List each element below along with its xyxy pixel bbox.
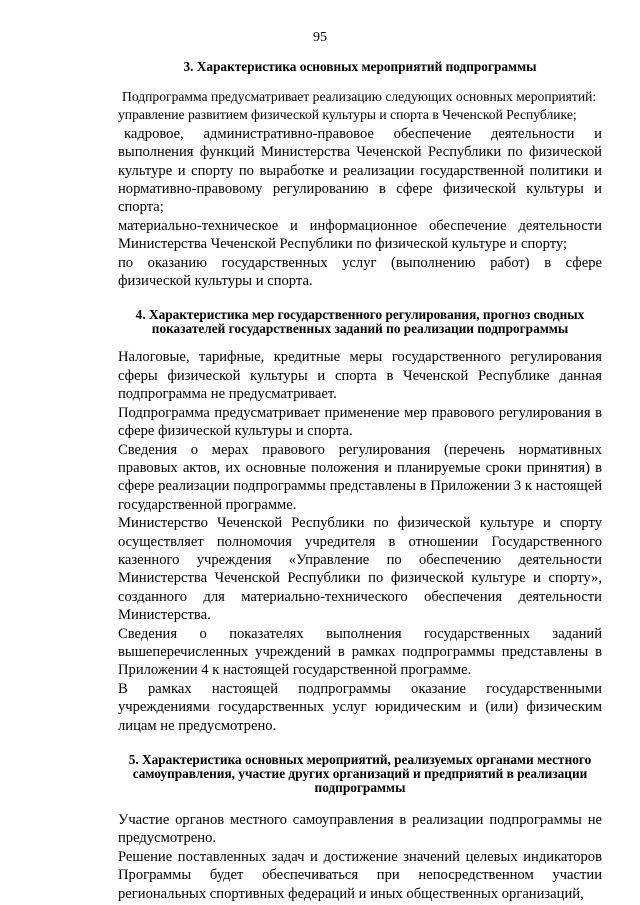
section-4-paragraph: В рамках настоящей подпрограммы оказание государственными учреждениями государственных услуг юридическим и (или) физическим лицам не предусмотрено. [118, 680, 602, 734]
section-3-heading: 3. Характеристика основных мероприятий подпрограммы [183, 59, 537, 74]
section-5-paragraph: Решение поставленных задач и достижение значений целевых индикаторов Программы будет обеспечиваться при непосредственном участии региональных спортивных федераций и иных общественных организаций, [118, 848, 602, 902]
section-3-paragraph: по оказанию государственных услуг (выполнению работ) в сфере физической культуры и спорта. [118, 254, 602, 290]
section-4-paragraph: Подпрограмма предусматривает применение мер правового регулирования в сфере физической культуры и спорта. [118, 404, 602, 440]
section-3-paragraph: Подпрограмма предусматривает реализацию следующих основных мероприятий: [122, 89, 597, 104]
section-4-paragraph: Министерство Чеченской Республики по физической культуре и спорту осуществляет полномочия учредителя в отношении Государственного казенного учреждения «Управление по обеспечению деятельности Министерства Чеченской Республики по физической культуре и спорту», созданного для материально-технического обеспечения деятельности Министерства. [118, 515, 602, 624]
section-3-paragraph: управление развитием физической культуры и спорта в Чеченской Республике; [118, 107, 577, 123]
section-3-paragraph: материально-техническое и информационное обеспечение деятельности Министерства Чеченской Республики по физической культуре и спорту; [118, 217, 602, 253]
section-4-paragraph: Налоговые, тарифные, кредитные меры государственного регулирования сферы физической культуры и спорта в Чеченской Республике данная подпрограмма не предусматривает. [118, 349, 602, 403]
section-4-heading: 4. Характеристика мер государственного регулирования, прогноз сводных показателей государственных заданий по реализации подпрограммы [135, 307, 585, 337]
page-number: 95 [313, 30, 327, 45]
section-4-paragraph: Сведения о показателях выполнения государственных заданий вышеперечисленных учреждений в рамках подпрограммы представлены в Приложении 4 к настоящей государственной программе. [118, 625, 602, 679]
section-3-paragraph: кадровое, административно-правовое обеспечение деятельности и выполнения функций Министерства Чеченской Республики по физической культуре и спорту по выработке и реализации государственной политики и нормативно-правовому регулированию в сфере физической культуры и спорта; [118, 125, 602, 216]
section-4-paragraph: Сведения о мерах правового регулирования (перечень нормативных правовых актов, их основные положения и планируемые сроки принятия) в сфере реализации подпрограммы представлены в Приложении 3 к настоящей государственной программе. [118, 441, 602, 513]
section-5-paragraph: Участие органов местного самоуправления в реализации подпрограммы не предусмотрено. [118, 812, 602, 847]
page-body [118, 60, 602, 903]
section-5-heading: 5. Характеристика основных мероприятий, реализуемых органами местного самоуправления, участие других организаций и предприятий в реализации подпрограммы [128, 752, 592, 795]
